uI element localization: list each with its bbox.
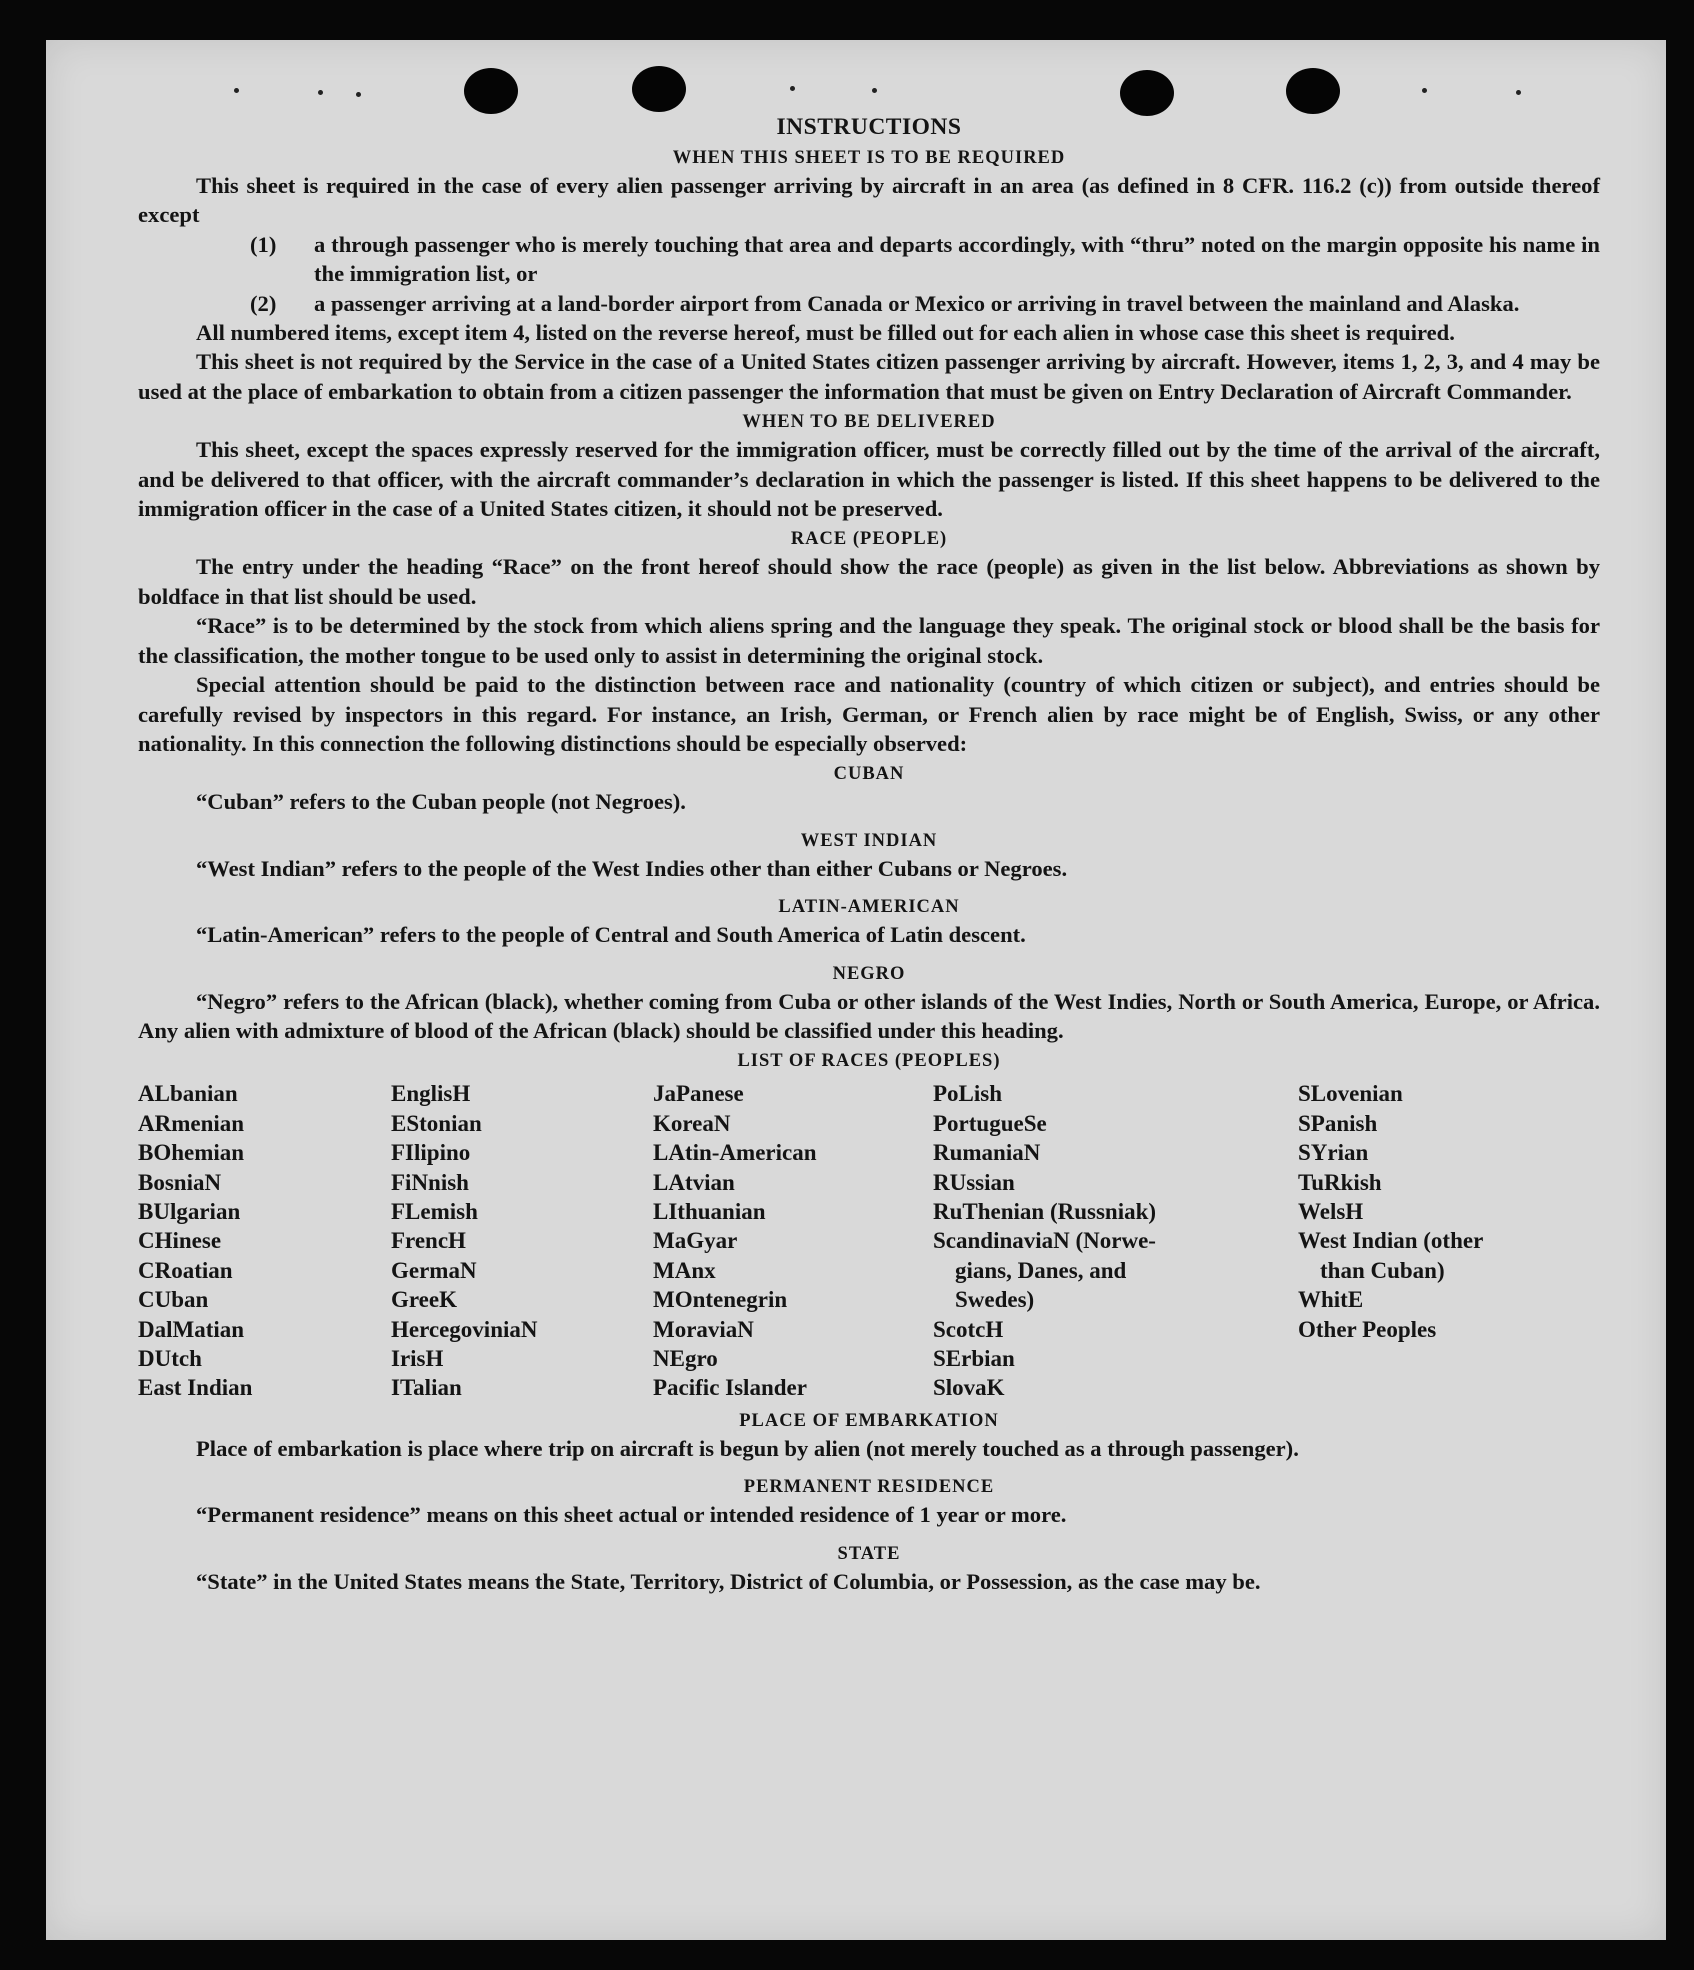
list-heading: LIST OF RACES (PEOPLES) <box>737 1051 1001 1072</box>
races-column <box>1298 1079 1548 1402</box>
punch-hole <box>1286 68 1340 114</box>
numbered-item <box>138 230 1600 289</box>
speck <box>234 88 239 93</box>
race-item: SYrian <box>1298 1140 1369 1166</box>
punch-hole <box>1120 70 1174 116</box>
subsection-heading: WEST INDIAN <box>800 830 938 851</box>
race-item: West Indian (other <box>1298 1228 1484 1254</box>
race-item: GreeK <box>391 1287 457 1313</box>
race-item: JaPanese <box>653 1081 744 1107</box>
races-column <box>653 1079 933 1402</box>
paragraph: The entry under the heading “Race” on the front hereof should show the race (people) as given in the list below. Abbreviations as shown by boldface in that list should be used. <box>138 554 1600 609</box>
race-item: EnglisH <box>391 1081 471 1107</box>
paragraph: This sheet is not required by the Service in the case of a United States citizen passenger arriving by aircraft. However, items 1, 2, 3, and 4 may be used at the place of embarkation to obtain from a citizen passenger the information that must be given on Entry Declaration of Aircraft Commander. <box>138 349 1600 404</box>
speck <box>1422 88 1427 93</box>
subsection-heading: CUBAN <box>833 764 905 785</box>
race-item: MoraviaN <box>653 1316 754 1342</box>
race-item: ITalian <box>391 1375 462 1401</box>
race-item: SPanish <box>1298 1110 1378 1136</box>
subsection-heading: NEGRO <box>832 963 906 984</box>
race-item: SlovaK <box>933 1375 1005 1401</box>
race-item: CUban <box>138 1287 209 1313</box>
race-item: PoLish <box>933 1081 1003 1107</box>
race-item: RuThenian (Russniak) <box>933 1198 1157 1224</box>
paragraph: “Latin-American” refers to the people of Central and South America of Latin descent. <box>196 922 1026 948</box>
speck <box>872 88 877 93</box>
race-item: RUssian <box>933 1169 1015 1195</box>
race-item: PortugueSe <box>933 1110 1047 1136</box>
race-item: East Indian <box>138 1375 253 1401</box>
race-item: than Cuban) <box>1320 1257 1445 1283</box>
document-sheet <box>46 40 1666 1940</box>
race-item: MOntenegrin <box>653 1287 788 1313</box>
race-item: BUlgarian <box>138 1198 241 1224</box>
numbered-item <box>138 289 1600 318</box>
punch-hole <box>464 68 518 114</box>
page-title: INSTRUCTIONS <box>776 114 962 140</box>
race-item: BosniaN <box>138 1169 222 1195</box>
paragraph: This sheet is required in the case of every alien passenger arriving by aircraft in an area (as defined in 8 CFR. 116.2 (c)) from outside thereof except <box>138 173 1600 228</box>
paragraph: “State” in the United States means the State, Territory, District of Columbia, or Possession, as the case may be. <box>196 1568 1261 1594</box>
race-item: ARmenian <box>138 1110 245 1136</box>
race-item: Other Peoples <box>1298 1316 1437 1342</box>
race-item: CHinese <box>138 1228 222 1254</box>
race-item: MAnx <box>653 1257 716 1283</box>
race-item: FrencH <box>391 1228 466 1254</box>
section-heading: WHEN TO BE DELIVERED <box>742 412 996 433</box>
race-item: SLovenian <box>1298 1081 1403 1107</box>
speck <box>356 92 361 97</box>
race-item: GermaN <box>391 1257 477 1283</box>
race-item: KoreaN <box>653 1110 731 1136</box>
paragraph: Place of embarkation is place where trip on aircraft is begun by alien (not merely touched as a through passenger). <box>196 1435 1299 1461</box>
race-item: SErbian <box>933 1346 1015 1371</box>
punch-hole <box>632 66 686 112</box>
race-item: Pacific Islander <box>653 1375 807 1401</box>
race-item: MaGyar <box>653 1228 738 1254</box>
paragraph: This sheet, except the spaces expressly reserved for the immigration officer, must be correctly filled out by the time of the arrival of the aircraft, and be delivered to that officer, with the aircraft commander’s declaration in which the passenger is listed. If this sheet happens to be delivered to the immigration officer in the case of a United States citizen, it should not be preserved. <box>138 437 1600 522</box>
section-heading: PERMANENT RESIDENCE <box>743 1477 995 1498</box>
section-heading: STATE <box>837 1543 901 1564</box>
race-item: ScandinaviaN (Norwe- <box>933 1228 1156 1254</box>
speck <box>1516 90 1521 95</box>
race-item: WhitE <box>1298 1287 1364 1313</box>
paragraph: Special attention should be paid to the distinction between race and nationality (country of which citizen or subject), and entries should be carefully revised by inspectors in this regard. For instance, an Irish, German, or French alien by race might be of English, Swiss, or any other nationality. In this connection the following distinctions should be especially observed: <box>138 672 1600 756</box>
race-item: ScotcH <box>933 1316 1004 1342</box>
speck <box>318 90 323 95</box>
race-item: TuRkish <box>1298 1169 1382 1195</box>
race-item: RumaniaN <box>933 1140 1041 1166</box>
paragraph: All numbered items, except item 4, listed on the reverse hereof, must be filled out for each alien in whose case this sheet is required. <box>196 320 1455 346</box>
paragraph: “Permanent residence” means on this sheet actual or intended residence of 1 year or more. <box>196 1502 1067 1528</box>
race-item: ALbanian <box>138 1081 238 1107</box>
race-item: FiNnish <box>391 1169 469 1195</box>
item-number: (1) <box>250 231 277 257</box>
item-text: a through passenger who is merely touching that area and departs accordingly, with “thru” noted on the margin opposite his name in the immigration list, or <box>314 231 1600 287</box>
section-heading: RACE (PEOPLE) <box>790 529 948 550</box>
race-item: NEgro <box>653 1346 718 1371</box>
paragraph: “Negro” refers to the African (black), whether coming from Cuba or other islands of the West Indies, North or South America, Europe, or Africa. Any alien with admixture of blood of the African (black) should be classified under this heading. <box>138 988 1600 1043</box>
race-item: gians, Danes, and <box>955 1257 1127 1283</box>
race-item: LAtvian <box>653 1169 735 1195</box>
races-list <box>138 1079 1600 1402</box>
race-item: DalMatian <box>138 1316 245 1342</box>
races-column <box>138 1079 391 1402</box>
paragraph: “West Indian” refers to the people of the West Indies other than either Cubans or Negroes. <box>196 855 1068 881</box>
speck <box>790 86 795 91</box>
section-heading: WHEN THIS SHEET IS TO BE REQUIRED <box>672 148 1066 168</box>
races-column <box>391 1079 653 1402</box>
race-item: IrisH <box>391 1346 444 1371</box>
race-item: EStonian <box>391 1110 482 1136</box>
race-item: FLemish <box>391 1198 478 1224</box>
instructions-content <box>138 112 1600 1596</box>
race-item: WelsH <box>1298 1198 1364 1224</box>
race-item: CRoatian <box>138 1257 233 1283</box>
item-number: (2) <box>250 290 277 316</box>
paragraph: “Cuban” refers to the Cuban people (not Negroes). <box>196 789 686 815</box>
paragraph: “Race” is to be determined by the stock from which aliens spring and the language they speak. The original stock or blood shall be the basis for the classification, the mother tongue to be used only to assist in determining the original stock. <box>138 613 1600 668</box>
race-item: LIthuanian <box>653 1198 766 1224</box>
race-item: FIlipino <box>391 1140 471 1166</box>
race-item: LAtin-American <box>653 1140 817 1166</box>
race-item: Swedes) <box>955 1287 1035 1313</box>
race-item: DUtch <box>138 1346 202 1371</box>
race-item: HercegoviniaN <box>391 1316 538 1342</box>
item-text: a passenger arriving at a land-border airport from Canada or Mexico or arriving in travel between the mainland and Alaska. <box>314 290 1520 316</box>
subsection-heading: LATIN-AMERICAN <box>778 897 960 918</box>
section-heading: PLACE OF EMBARKATION <box>739 1410 999 1431</box>
race-item: BOhemian <box>138 1140 245 1166</box>
races-column <box>933 1079 1220 1402</box>
